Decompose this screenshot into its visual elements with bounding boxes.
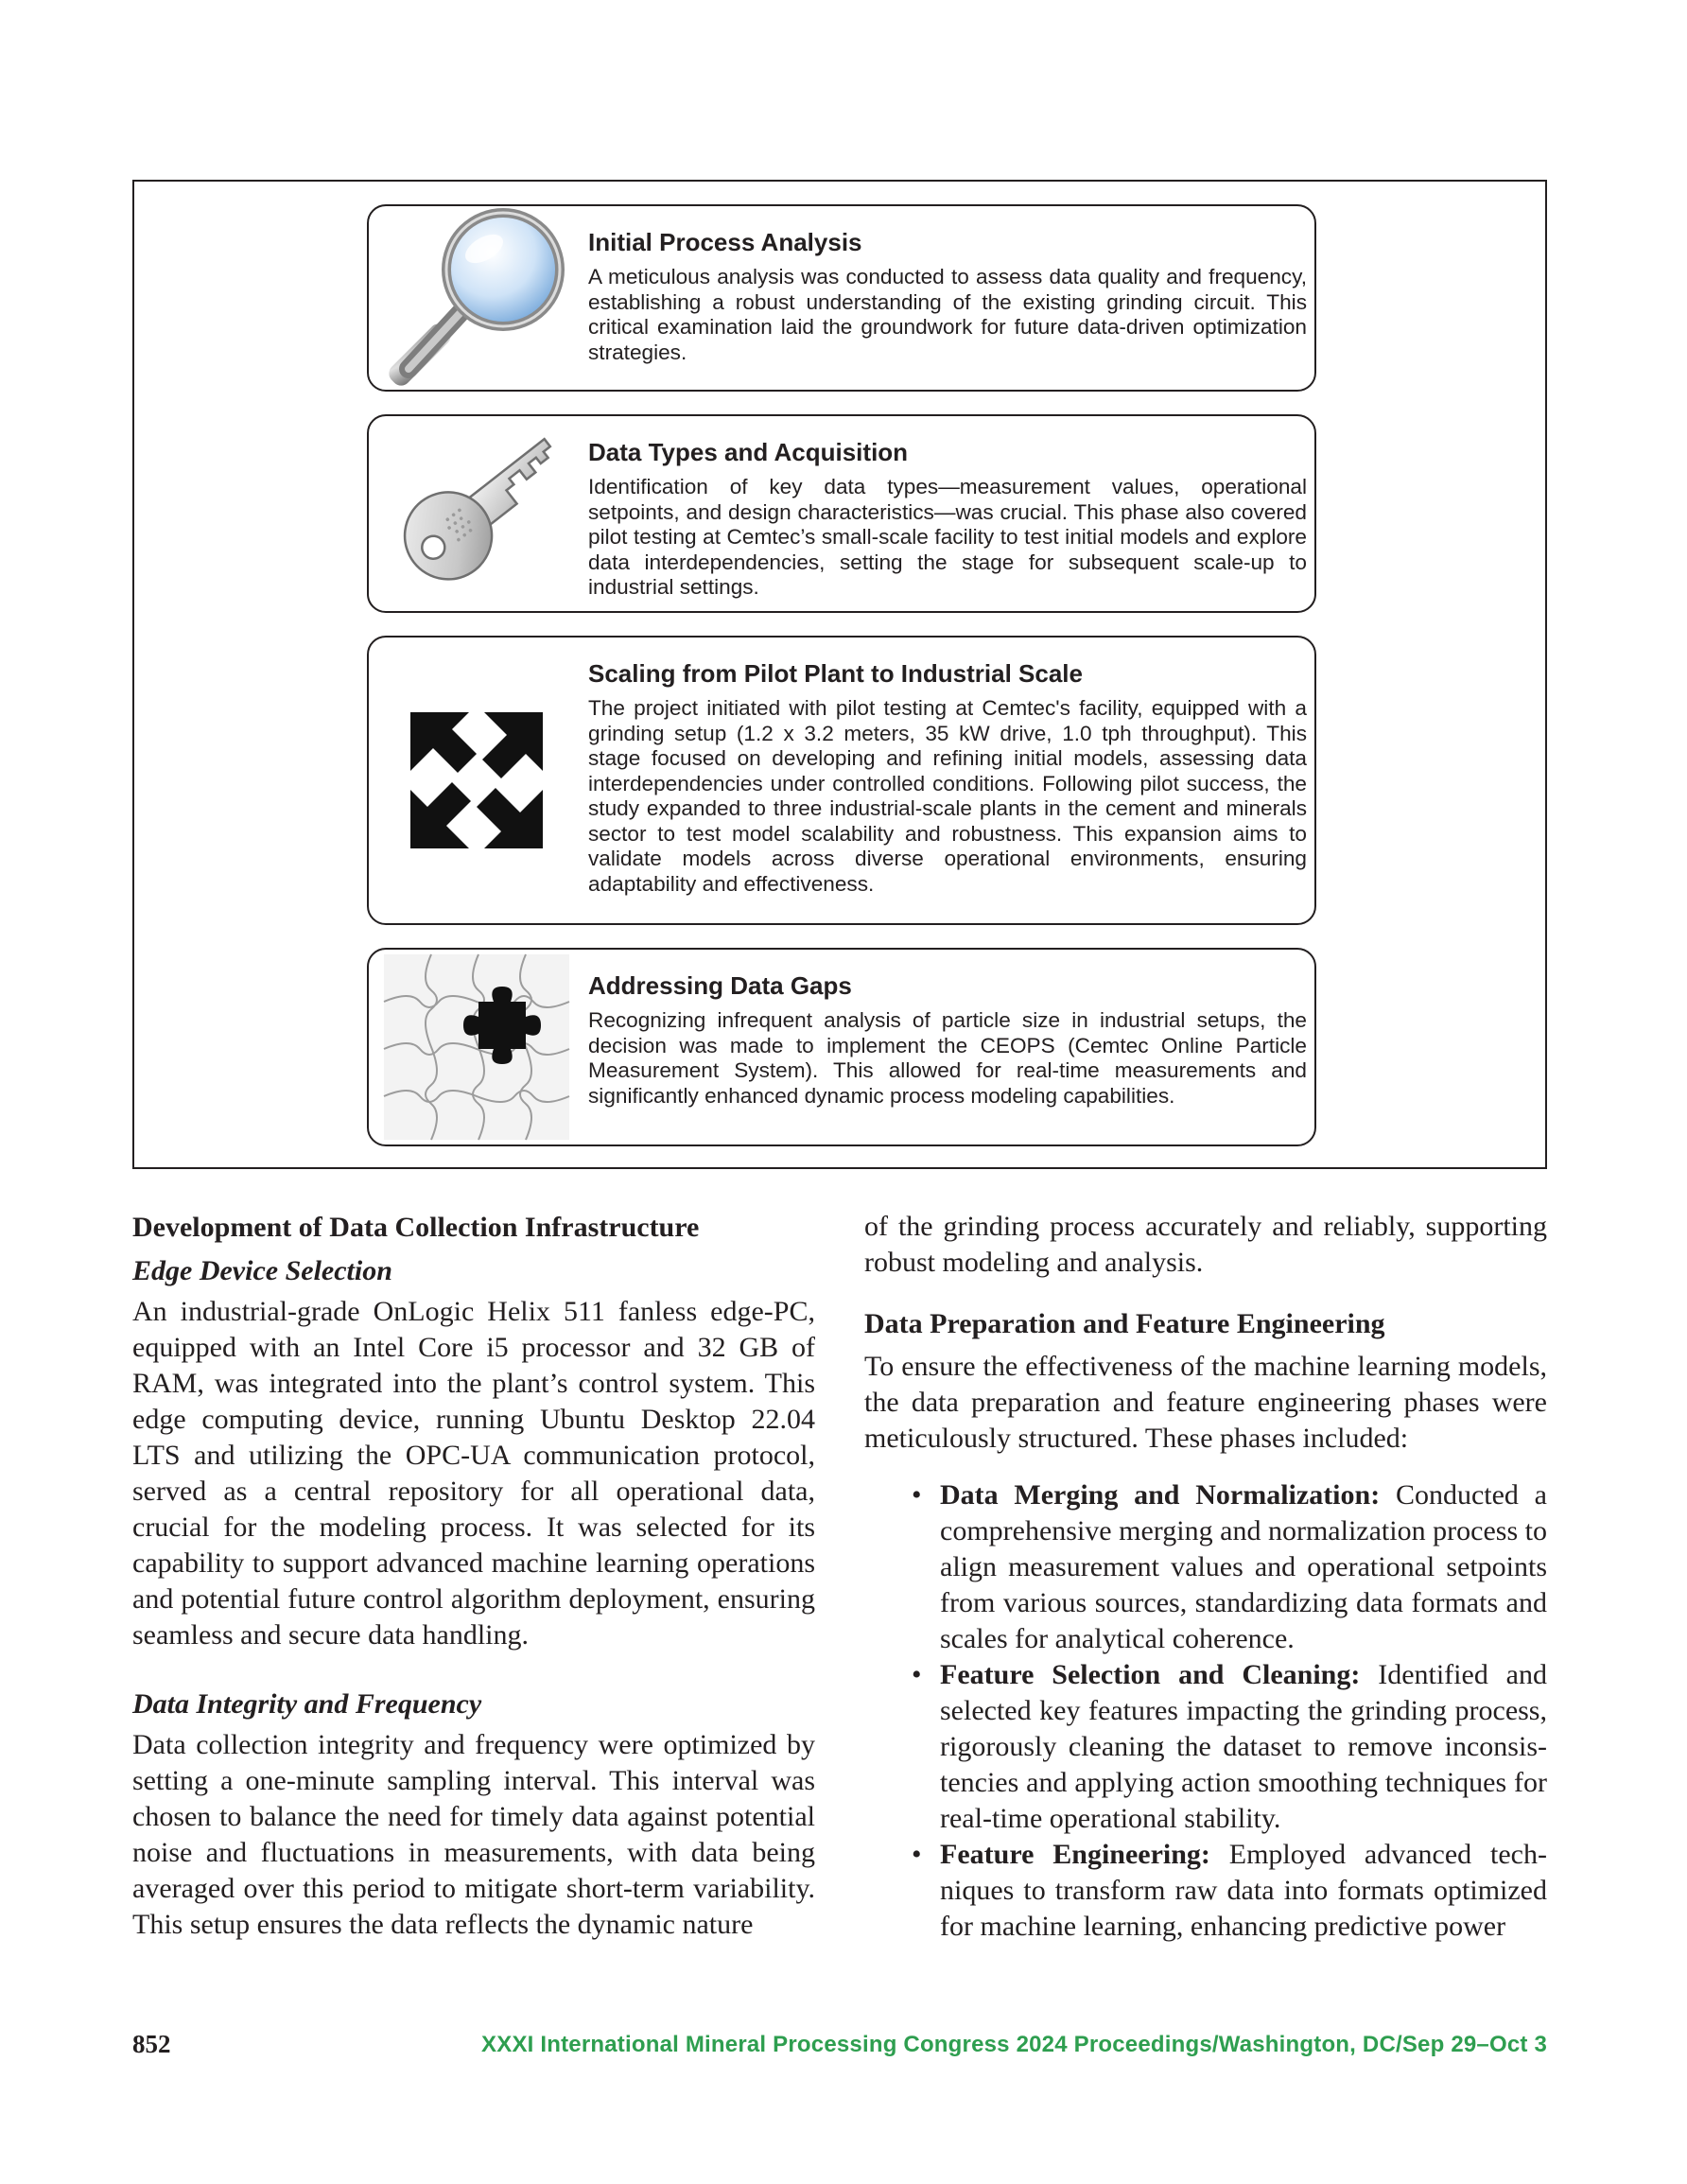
magnifying-glass-icon (382, 203, 571, 393)
step-title: Scaling from Pilot Plant to Industrial Scale (588, 659, 1083, 688)
running-footer: XXXI International Mineral Processing Congress 2024 Proceedings/Washington, DC/Sep 29–Oct 3 (481, 2032, 1547, 2057)
bullet-term: Data Merging and Normalization: (940, 1479, 1381, 1511)
step-text: Recognizing infrequent analysis of particle size in industrial setups, the decision was made to implement the CEOPS (Cemtec Online Particle Measurement System). This allowed for real-time measurements and significantly enhanced dynamic process modeling capabilities. (588, 1008, 1307, 1108)
step-text: Identification of key data types—measurement values, operational setpoints, and design characteristics—was crucial. This phase also covered pilot testing at Cemtec’s small-scale facility to test initial models and explore data interdependencies, setting the stage for subsequent scale-up to industrial settings. (588, 475, 1307, 599)
step-text: A meticulous analysis was conducted to assess data quality and frequency, establishing a robust understanding of the existing grinding circuit. This critical examination laid the groundwork for future data-driven optimization strategies. (588, 265, 1307, 364)
subsection-heading: Data Integrity and Frequency (132, 1688, 482, 1720)
step-title: Addressing Data Gaps (588, 971, 852, 1000)
paragraph: of the grinding process accurately and reliably, supporting robust modeling and analysis. (864, 1211, 1547, 1278)
step-title: Data Types and Acquisition (588, 438, 909, 466)
key-icon (382, 419, 571, 608)
step-title: Initial Process Analysis (588, 228, 862, 256)
list-item (940, 1837, 1547, 1945)
left-column (132, 1209, 815, 1943)
paragraph: To ensure the effectiveness of the machine learning models, the data preparation and feature engineering phases were meticulously structured. These phases included: (864, 1351, 1547, 1454)
paragraph: Data collection integrity and frequency were optimized by setting a one-minute sampling interval. This interval was chosen to balance the need for timely data against potential noise and fluctuations in measurements, with data being averaged over this period to mitigate short-term variability. This setup ensures the data reflects the dynamic nature (132, 1729, 815, 1940)
bullet-term: Feature Selection and Cleaning: (940, 1659, 1361, 1690)
bullet-text: Conducted a comprehensive merging and normalization process to align measurement values and operational setpoints from various sources, standardizing data formats and scales for analytical coherence. (940, 1479, 1547, 1654)
page-number: 852 (132, 2030, 171, 2058)
bullet-term: Feature Engineering: (940, 1839, 1210, 1870)
expand-arrows-icon (382, 686, 571, 875)
puzzle-icon (382, 952, 571, 1142)
process-figure (132, 180, 1547, 1169)
section-heading: Data Preparation and Feature Engineering (864, 1308, 1385, 1339)
step-initial-process-analysis (367, 204, 1316, 392)
step-scaling-pilot-to-industrial (367, 636, 1316, 925)
subsection-heading: Edge Device Selection (132, 1255, 392, 1286)
paragraph: An industrial-grade OnLogic Helix 511 fanless edge-PC, equipped with an Intel Core i5 processor and 32 GB of RAM, was integrated into the plant’s control system. This edge computing device, running Ubuntu Desktop 22.04 LTS and utilizing the OPC-UA communication protocol, served as a central repository for all operational data, crucial for the modeling process. It was selected for its capability to support advanced machine learning operations and potential future control algorithm deployment, ensuring seamless and secure data handling. (132, 1296, 815, 1651)
step-addressing-data-gaps (367, 948, 1316, 1146)
right-column (864, 1209, 1547, 1945)
list-item (940, 1657, 1547, 1837)
step-data-types-acquisition (367, 414, 1316, 613)
list-item (940, 1477, 1547, 1657)
bullet-text: Identified and selected key features impacting the grinding process, rigorously cleaning the dataset to remove inconsistencies and applying action smoothing techniques for real-time operational stability. (940, 1659, 1547, 1834)
section-heading: Development of Data Collection Infrastructure (132, 1212, 700, 1243)
bullet-text: Employed advanced techniques to transform raw data into formats optimized for machine learning, enhancing predictive power (940, 1839, 1547, 1942)
bullet-list (864, 1477, 1547, 1945)
step-text: The project initiated with pilot testing at Cemtec's facility, equipped with a grinding setup (1.2 x 3.2 meters, 35 kW drive, 1.0 tph throughput). This stage focused on developing and refining initial models, assessing data interdependencies under controlled conditions. Following pilot success, the study expanded to three industrial-scale plants in the cement and minerals sector to test model scalability and robustness. This expansion aims to validate models across diverse operational environments, ensuring adaptability and effectiveness. (588, 696, 1307, 896)
